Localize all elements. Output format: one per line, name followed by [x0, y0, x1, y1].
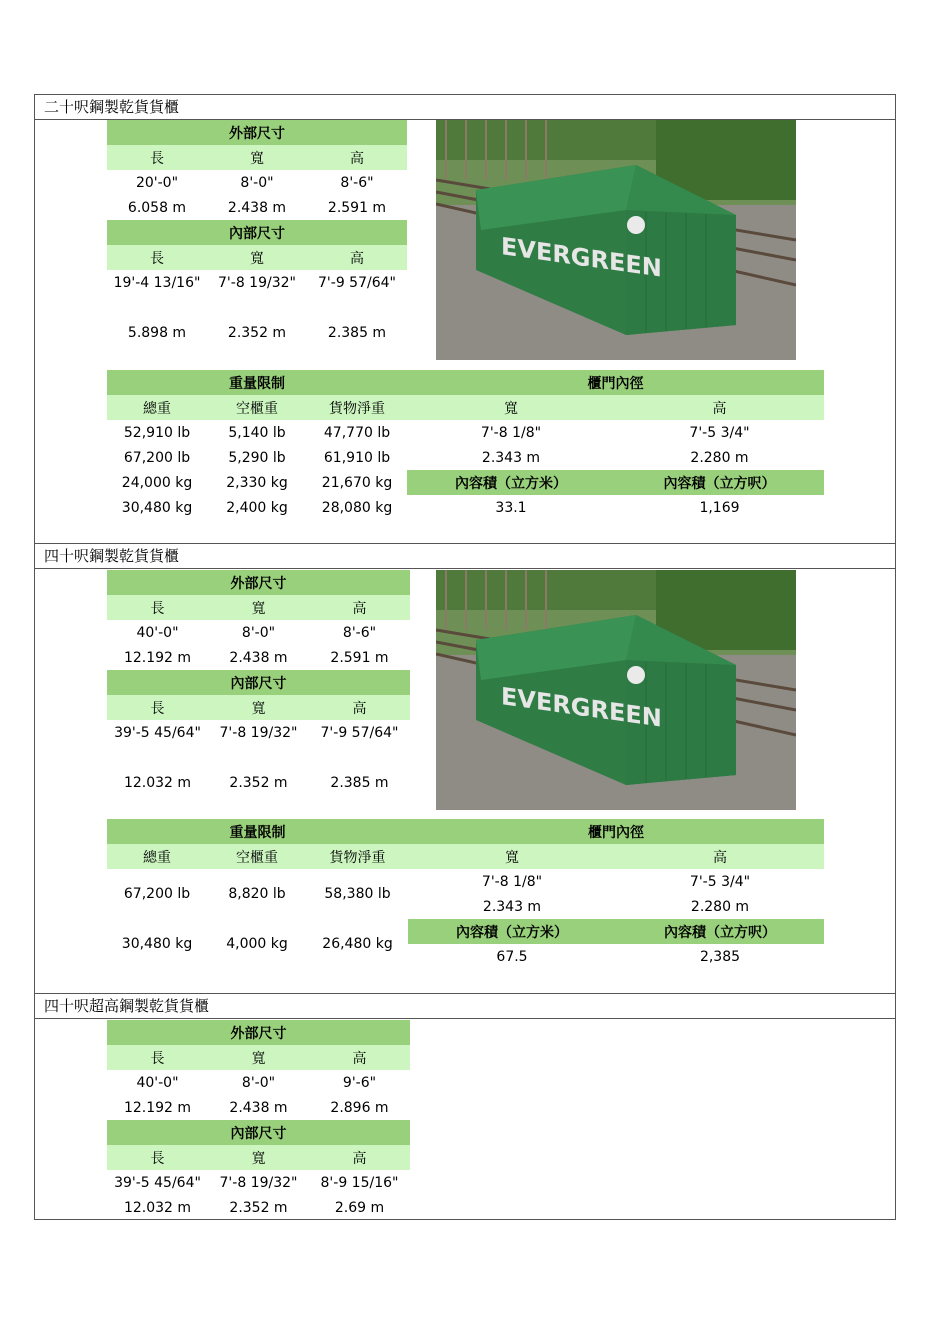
- external-heading: 外部尺寸: [107, 570, 410, 595]
- cell: 7'-5 3/4": [689, 424, 750, 441]
- internal-heading: 內部尺寸: [107, 670, 410, 695]
- section-title: 二十呎鋼製乾貨貨櫃: [35, 95, 895, 120]
- section-40ft-dry: [34, 543, 896, 994]
- col-door-width: 寬: [408, 844, 616, 869]
- cell: 52,910 lb: [123, 424, 191, 441]
- cell: 7'-5 3/4": [689, 873, 751, 890]
- cell: 2.385 m: [327, 324, 387, 341]
- cell: 2,400 kg: [226, 499, 288, 516]
- weight-heading: 重量限制: [107, 819, 408, 844]
- container-photo: [436, 570, 796, 810]
- cell: 8'-6": [340, 174, 374, 191]
- container-photo: [436, 120, 796, 360]
- cell: 6.058 m: [127, 199, 187, 216]
- col-height: 高: [309, 1145, 410, 1170]
- cell: 2.591 m: [327, 199, 387, 216]
- cell: 47,770 lb: [323, 424, 391, 441]
- cell: 8'-0": [241, 1074, 276, 1091]
- cell: 40'-0": [136, 1074, 179, 1091]
- cell: 2.438 m: [229, 1099, 288, 1116]
- external-heading: 外部尺寸: [107, 120, 407, 145]
- spacer: [107, 745, 410, 770]
- container-image: [436, 120, 796, 360]
- cell: 67,200 lb: [123, 886, 191, 902]
- section-title: 四十呎超高鋼製乾貨貨櫃: [35, 994, 895, 1019]
- section-40ft-high-cube: [34, 993, 896, 1220]
- cell: 58,380 lb: [324, 886, 391, 902]
- col-width: 寬: [208, 1145, 309, 1170]
- cell: 19'-4 13/16": [113, 274, 201, 291]
- col-door-height: 高: [615, 395, 824, 420]
- cell: 12.032 m: [123, 1199, 192, 1216]
- capacity-cbm-heading: 內容積（立方米）: [407, 470, 615, 495]
- col-height: 高: [307, 145, 407, 170]
- weight-heading: 重量限制: [107, 370, 407, 395]
- cell: 12.192 m: [123, 649, 192, 666]
- cell: 7'-8 19/32": [219, 724, 298, 741]
- cell: 20'-0": [135, 174, 179, 191]
- external-dimensions-table: [107, 120, 407, 220]
- col-payload: 貨物淨重: [307, 395, 407, 420]
- col-gross: 總重: [107, 844, 207, 869]
- cell: 7'-8 19/32": [219, 1174, 298, 1191]
- col-payload: 貨物淨重: [307, 844, 408, 869]
- cell: 39'-5 45/64": [114, 724, 201, 741]
- cell: 5,290 lb: [228, 449, 286, 466]
- col-height: 高: [307, 245, 407, 270]
- cell: 61,910 lb: [323, 449, 391, 466]
- cell: 2.438 m: [229, 649, 288, 666]
- capacity-cft-heading: 內容積（立方呎）: [616, 919, 824, 944]
- cell: 7'-8 1/8": [480, 424, 542, 441]
- internal-dimensions-table: [107, 670, 410, 795]
- cell: 5.898 m: [127, 324, 187, 341]
- capacity-cft: 1,169: [699, 499, 740, 516]
- col-width: 寬: [207, 245, 307, 270]
- container-image: [436, 570, 796, 810]
- capacity-cft: 2,385: [699, 948, 741, 965]
- col-length: 長: [107, 145, 207, 170]
- section-20ft-dry: [34, 94, 896, 544]
- cell: 2.352 m: [227, 324, 287, 341]
- cell: 9'-6": [342, 1074, 377, 1091]
- col-tare: 空櫃重: [207, 395, 307, 420]
- cell: 7'-9 57/64": [318, 274, 396, 291]
- cell: 21,670 kg: [321, 474, 393, 491]
- capacity-cbm: 33.1: [495, 499, 527, 516]
- external-heading: 外部尺寸: [107, 1020, 410, 1045]
- cell: 2.385 m: [330, 774, 389, 791]
- cell: 7'-8 19/32": [218, 274, 296, 291]
- cell: 2.69 m: [334, 1199, 385, 1216]
- col-height: 高: [309, 595, 410, 620]
- section-title: 四十呎鋼製乾貨貨櫃: [35, 544, 895, 569]
- cell: 2.280 m: [690, 898, 750, 915]
- cell: 2.343 m: [482, 898, 542, 915]
- weight-door-table: [107, 819, 824, 969]
- col-door-height: 高: [616, 844, 824, 869]
- weight-door-table: [107, 370, 824, 520]
- cell: 5,140 lb: [228, 424, 286, 441]
- col-width: 寬: [208, 595, 309, 620]
- cell: 28,080 kg: [321, 499, 393, 516]
- col-gross: 總重: [107, 395, 207, 420]
- external-dimensions-table: [107, 570, 410, 670]
- internal-dimensions-table: [107, 220, 407, 345]
- col-width: 寬: [208, 695, 309, 720]
- cell: 2,330 kg: [226, 474, 288, 491]
- col-length: 長: [107, 1045, 208, 1070]
- cell: 2.352 m: [229, 1199, 288, 1216]
- internal-dimensions-table: [107, 1120, 410, 1220]
- cell: 8,820 lb: [228, 886, 286, 902]
- spacer: [107, 295, 407, 320]
- col-length: 長: [107, 595, 208, 620]
- cell: 8'-0": [241, 624, 276, 641]
- cell: 12.032 m: [123, 774, 192, 791]
- cell: 2.343 m: [481, 449, 541, 466]
- cell: 4,000 kg: [226, 936, 288, 952]
- cell: 2.896 m: [330, 1099, 389, 1116]
- col-length: 長: [107, 1145, 208, 1170]
- cell: 8'-0": [240, 174, 274, 191]
- col-tare: 空櫃重: [207, 844, 307, 869]
- cell: 2.280 m: [690, 449, 749, 466]
- internal-heading: 內部尺寸: [107, 220, 407, 245]
- col-height: 高: [309, 1045, 410, 1070]
- cell: 26,480 kg: [322, 936, 393, 952]
- col-width: 寬: [208, 1045, 309, 1070]
- col-length: 長: [107, 245, 207, 270]
- cell: 67,200 lb: [123, 449, 191, 466]
- cell: 2.438 m: [227, 199, 287, 216]
- cell: 8'-6": [342, 624, 377, 641]
- external-dimensions-table: [107, 1020, 410, 1120]
- door-heading: 櫃門內徑: [408, 819, 824, 844]
- col-door-width: 寬: [407, 395, 615, 420]
- cell: 8'-9 15/16": [320, 1174, 399, 1191]
- cell: 7'-9 57/64": [320, 724, 399, 741]
- cell: 30,480 kg: [121, 936, 193, 952]
- capacity-cbm-heading: 內容積（立方米）: [408, 919, 616, 944]
- col-length: 長: [107, 695, 208, 720]
- cell: 40'-0": [136, 624, 179, 641]
- cell: 7'-8 1/8": [481, 873, 543, 890]
- capacity-cft-heading: 內容積（立方呎）: [615, 470, 824, 495]
- door-heading: 櫃門內徑: [407, 370, 824, 395]
- cell: 2.591 m: [330, 649, 389, 666]
- cell: 2.352 m: [229, 774, 288, 791]
- col-width: 寬: [207, 145, 307, 170]
- col-height: 高: [309, 695, 410, 720]
- capacity-cbm: 67.5: [496, 948, 528, 965]
- cell: 30,480 kg: [121, 499, 193, 516]
- internal-heading: 內部尺寸: [107, 1120, 410, 1145]
- cell: 39'-5 45/64": [114, 1174, 201, 1191]
- cell: 24,000 kg: [121, 474, 193, 491]
- cell: 12.192 m: [123, 1099, 192, 1116]
